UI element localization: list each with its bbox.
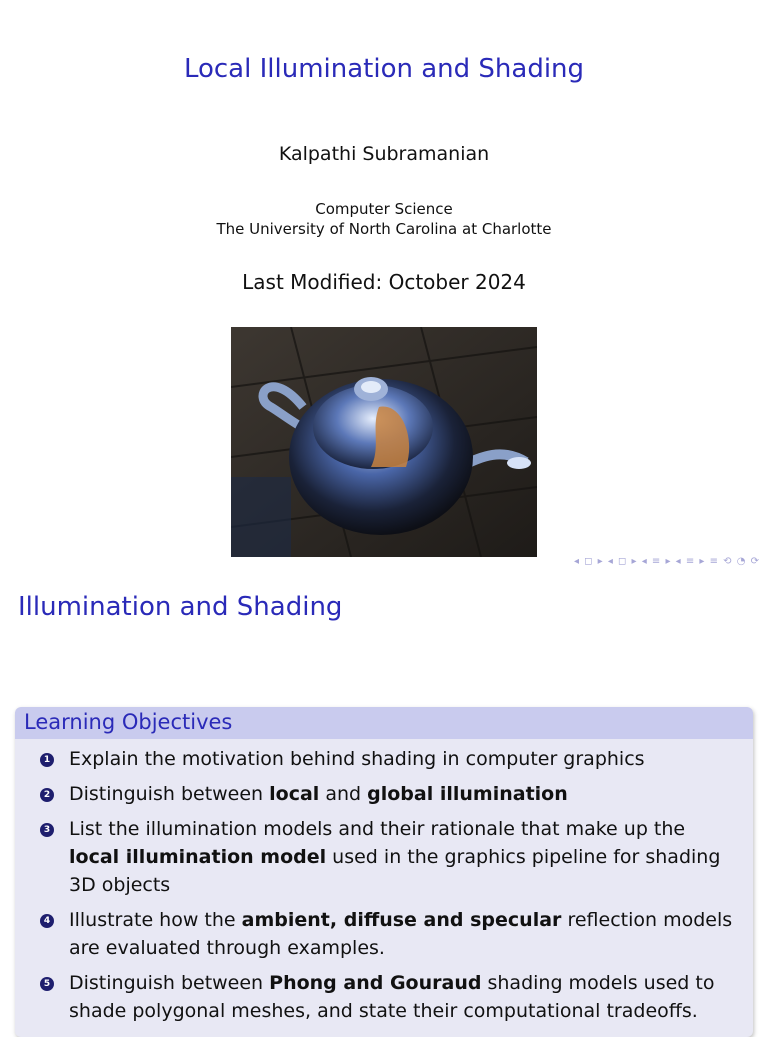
- list-item: 3 List the illumination models and their rationale that make up the local illumination model used in the graphics pipeline for shading 3D objects: [15, 815, 753, 899]
- author-name: Kalpathi Subramanian: [278, 143, 490, 165]
- slide-title: Illumination and Shading: [18, 592, 343, 622]
- item-number-badge: 4: [40, 914, 54, 928]
- block-title: Learning Objectives: [15, 707, 753, 739]
- item-number-badge: 2: [40, 788, 54, 802]
- teapot-image-icon: [231, 327, 537, 557]
- presentation-title: Local Illumination and Shading: [183, 54, 585, 84]
- beamer-navigation-bar[interactable]: ◂ ◻ ▸ ◂ ◻ ▸ ◂ ≡ ▸ ◂ ≡ ▸ ≡ ⟲ ◔ ⟳: [573, 556, 760, 567]
- list-item: 1 Explain the motivation behind shading in computer graphics: [15, 745, 753, 773]
- university: The University of North Carolina at Charlotte: [216, 220, 552, 238]
- last-modified: Last Modified: October 2024: [242, 270, 526, 294]
- item-number-badge: 1: [40, 753, 54, 767]
- list-item: 4 Illustrate how the ambient, diffuse and specular reflection models are evaluated through examples.: [15, 906, 753, 962]
- department: Computer Science: [315, 200, 453, 218]
- learning-objectives-block: [15, 707, 753, 1037]
- list-item: 2 Distinguish between local and global illumination: [15, 780, 753, 808]
- list-item: 5 Distinguish between Phong and Gouraud shading models used to shade polygonal meshes, and state their computational tradeoffs.: [15, 969, 753, 1025]
- objectives-list: [15, 739, 753, 1025]
- item-number-badge: 3: [40, 823, 54, 837]
- item-number-badge: 5: [40, 977, 54, 991]
- teapot-render-image: [231, 327, 537, 557]
